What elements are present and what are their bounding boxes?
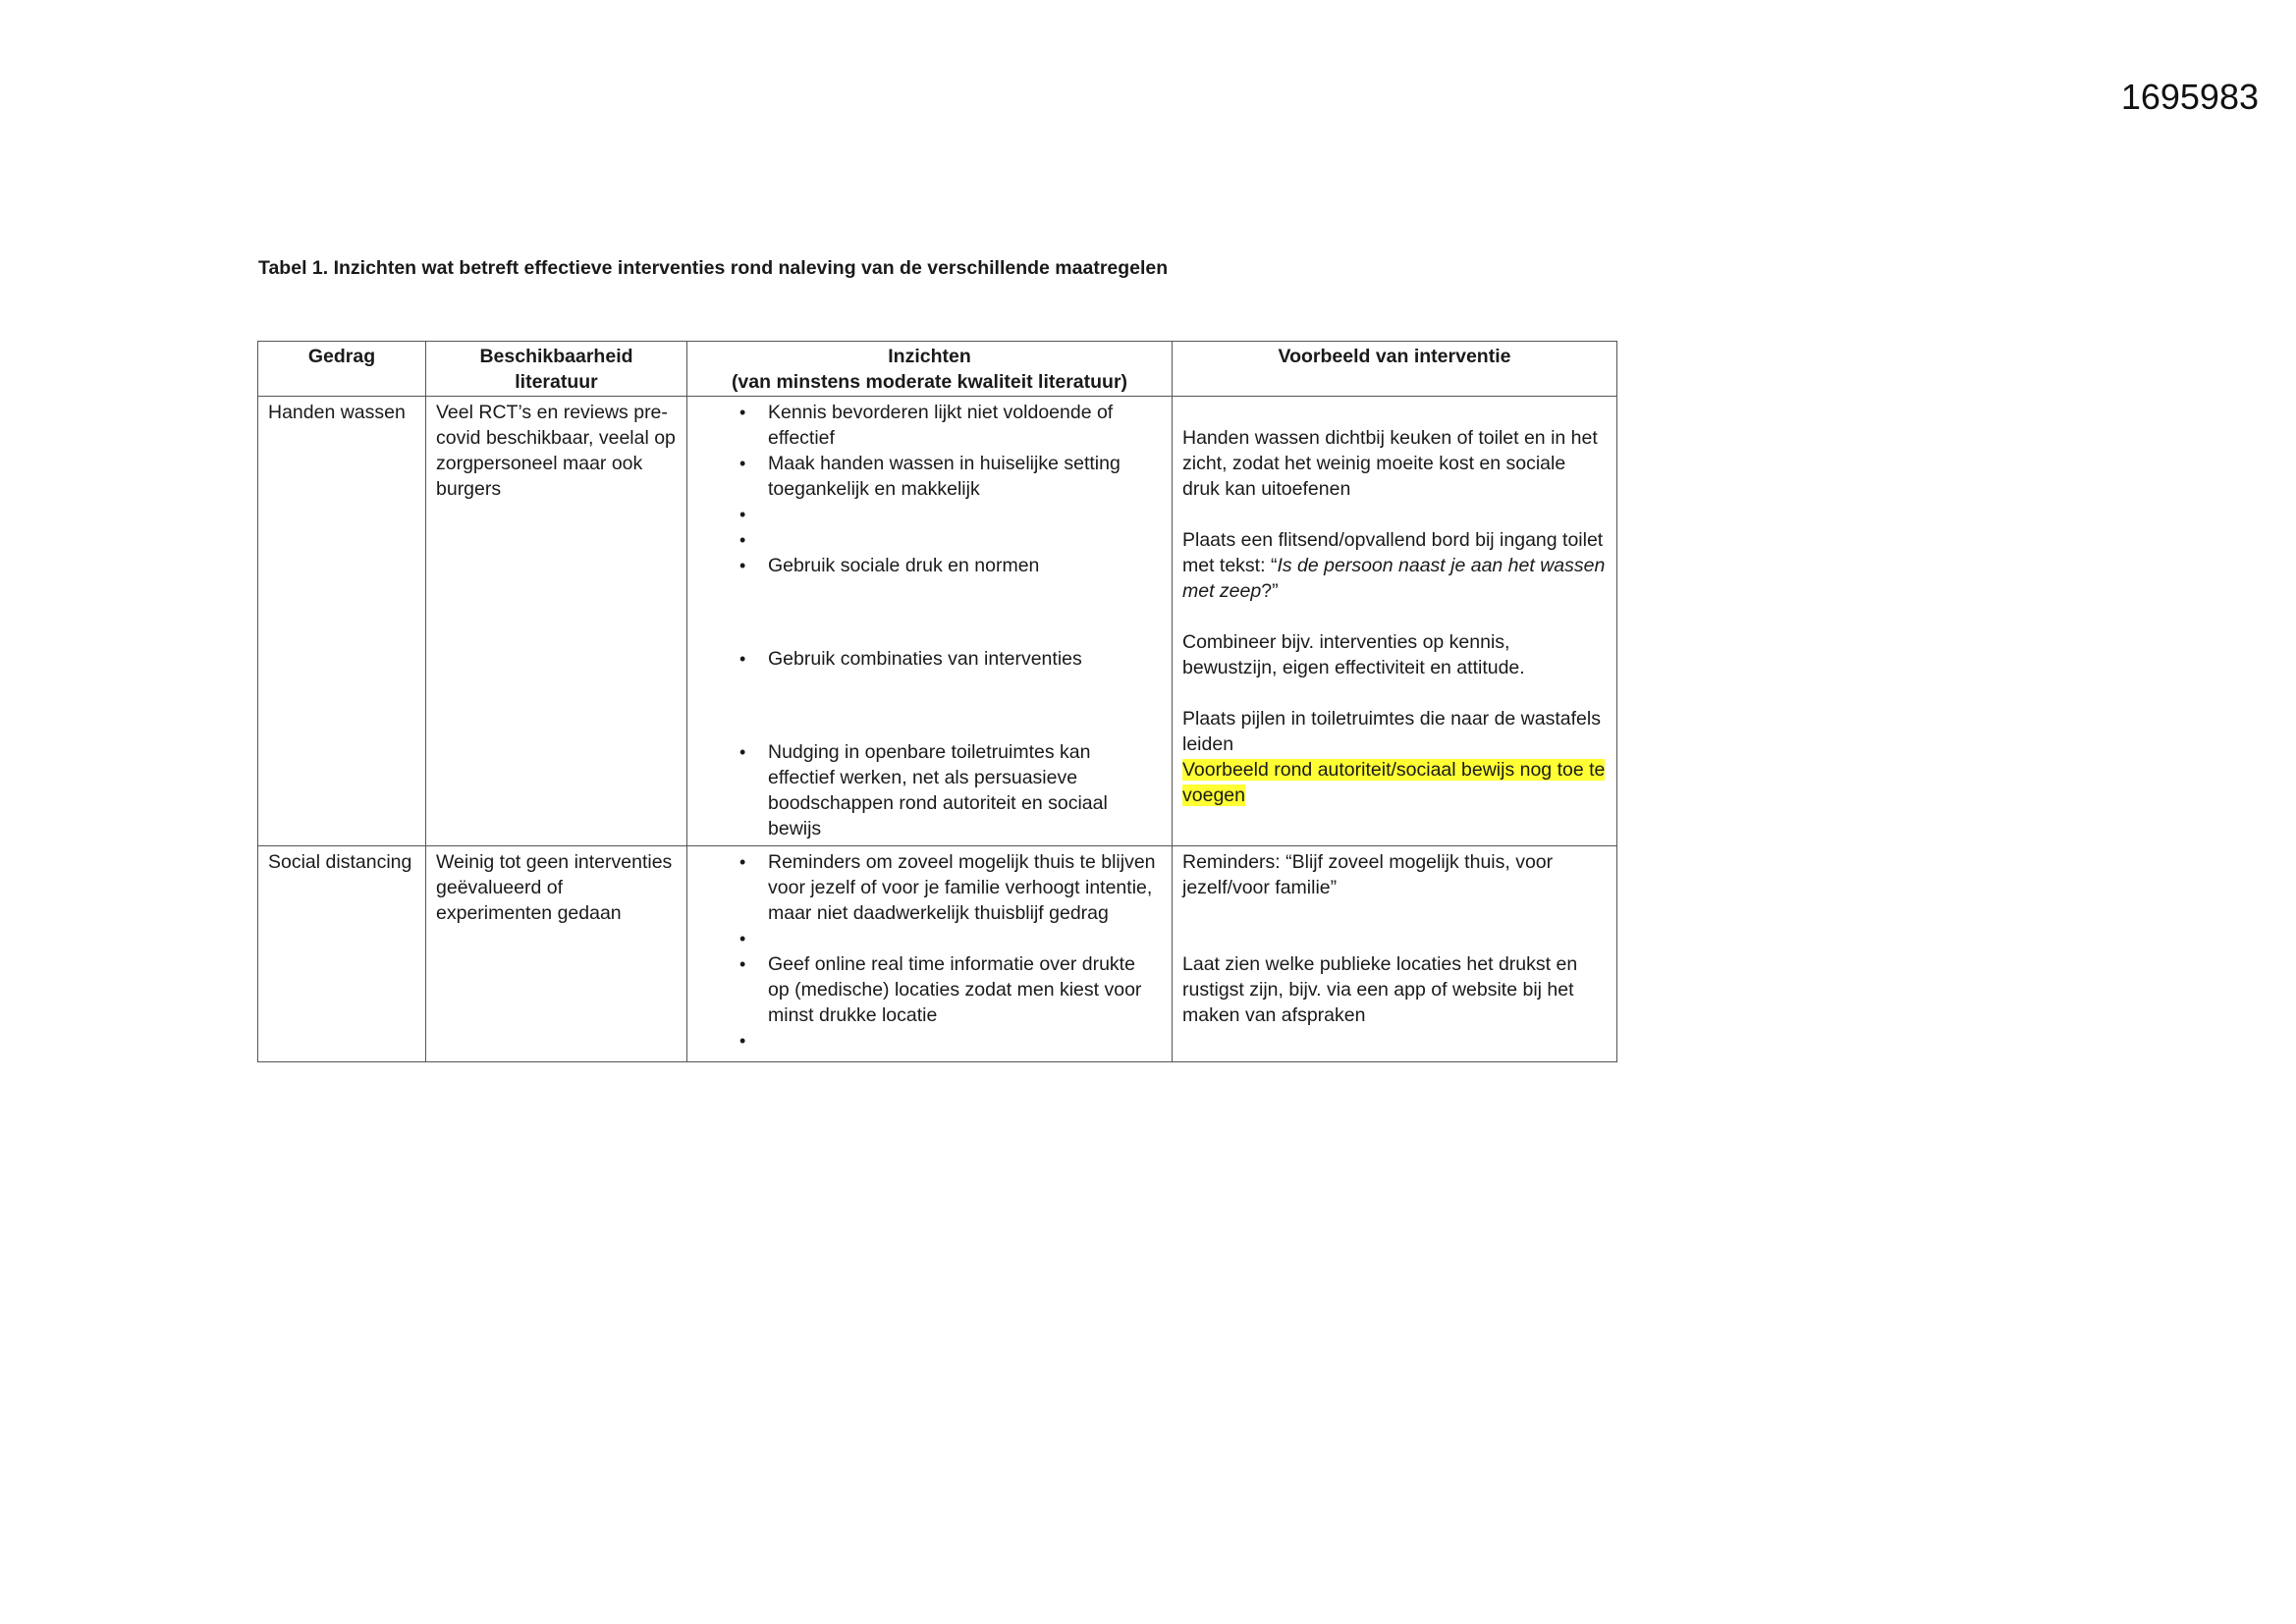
header-voorbeeld [1173, 342, 1617, 397]
list-item [697, 502, 1162, 527]
cell-gedrag: Social distancing [258, 846, 426, 1062]
list-item-text: Geef online real time informatie over drukte op (medische) locaties zodat men kiest voor minst drukke locatie [768, 953, 1142, 1026]
example-paragraph: Combineer bijv. interventies op kennis, bewustzijn, eigen effectiviteit en attitude. [1182, 631, 1525, 678]
header-beschikbaarheid-line1: Beschikbaarheid [479, 346, 633, 367]
example-paragraph: Reminders: “Blijf zoveel mogelijk thuis, voor jezelf/voor familie” [1182, 851, 1554, 898]
insights-list [697, 849, 1162, 1057]
list-item [697, 646, 1162, 672]
cell-beschikbaarheid: Veel RCT’s en reviews pre-covid beschikbaar, veelal op zorgpersoneel maar ook burgers [426, 397, 687, 846]
bullet-icon: • [739, 852, 746, 872]
list-item-text: Gebruik sociale druk en normen [768, 555, 1040, 576]
header-beschikbaarheid [426, 342, 687, 397]
example-text: Plaats een flitsend/opvallend bord bij ingang toilet met tekst: “ [1182, 529, 1604, 576]
list-item [697, 926, 1162, 951]
list-item-text: Gebruik combinaties van interventies [768, 648, 1082, 670]
example-quote: Is de persoon naast je aan het wassen met zeep [1182, 555, 1606, 602]
list-item [697, 849, 1162, 926]
list-item [697, 739, 1162, 841]
highlighted-note [1182, 757, 1607, 808]
header-inzichten-line2: (van minstens moderate kwaliteit literatuur) [731, 371, 1128, 393]
list-item [697, 553, 1162, 578]
table-header-row [258, 342, 1617, 397]
list-item-text: Nudging in openbare toiletruimtes kan effectief werken, net als persuasieve boodschappen rond autoriteit en sociaal bewijs [768, 741, 1108, 839]
cell-inzichten [687, 397, 1173, 846]
list-item-text: Maak handen wassen in huiselijke setting toegankelijk en makkelijk [768, 453, 1121, 500]
example-paragraph [1182, 527, 1607, 604]
header-gedrag [258, 342, 426, 397]
highlighted-text: Voorbeeld rond autoriteit/sociaal bewijs nog toe te voegen [1182, 759, 1606, 806]
example-text: ?” [1261, 580, 1279, 602]
list-item [697, 1028, 1162, 1057]
table-caption: Tabel 1. Inzichten wat betreft effectieve interventies rond naleving van de verschillende maatregelen [258, 257, 1169, 279]
document-id: 1695983 [2120, 77, 2259, 117]
bullet-icon: • [739, 929, 746, 948]
bullet-icon: • [739, 454, 746, 473]
list-item [697, 951, 1162, 1028]
example-paragraph: Handen wassen dichtbij keuken of toilet en in het zicht, zodat het weinig moeite kost en sociale druk kan uitoefenen [1182, 427, 1598, 500]
list-item [697, 400, 1162, 451]
bullet-icon: • [739, 530, 746, 550]
table-row [258, 846, 1617, 1062]
list-item-text: Kennis bevorderen lijkt niet voldoende of effectief [768, 402, 1114, 449]
example-paragraph: Plaats pijlen in toiletruimtes die naar de wastafels leiden [1182, 708, 1601, 755]
cell-inzichten [687, 846, 1173, 1062]
header-inzichten-line1: Inzichten [888, 346, 971, 367]
bullet-icon: • [739, 742, 746, 762]
cell-beschikbaarheid: Weinig tot geen interventies geëvalueerd of experimenten gedaan [426, 846, 687, 1062]
example-paragraph: Laat zien welke publieke locaties het drukst en rustigst zijn, bijv. via een app of website bij het maken van afspraken [1182, 953, 1578, 1026]
bullet-icon: • [739, 954, 746, 974]
bullet-icon: • [739, 505, 746, 524]
list-item [697, 451, 1162, 502]
list-item [697, 527, 1162, 553]
cell-voorbeeld [1173, 846, 1617, 1062]
header-beschikbaarheid-line2: literatuur [515, 371, 598, 393]
header-gedrag-label: Gedrag [307, 346, 376, 367]
bullet-icon: • [739, 1031, 746, 1051]
table-row [258, 397, 1617, 846]
bullet-icon: • [739, 403, 746, 422]
bullet-icon: • [739, 556, 746, 575]
header-inzichten [687, 342, 1173, 397]
bullet-icon: • [739, 649, 746, 669]
list-item-text: Reminders om zoveel mogelijk thuis te blijven voor jezelf of voor je familie verhoogt intentie, maar niet daadwerkelijk thuisblijf gedrag [768, 851, 1156, 924]
interventions-table [257, 341, 1617, 1062]
insights-list [697, 400, 1162, 841]
cell-gedrag: Handen wassen [258, 397, 426, 846]
header-voorbeeld-label: Voorbeeld van interventie [1278, 346, 1511, 367]
cell-voorbeeld [1173, 397, 1617, 846]
